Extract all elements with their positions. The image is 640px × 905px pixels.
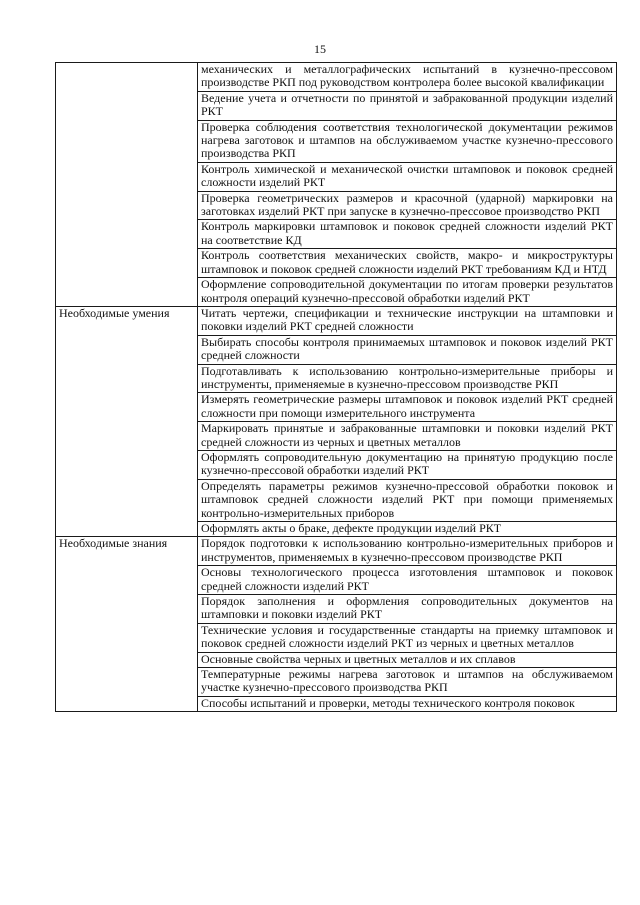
table-cell xyxy=(198,191,617,220)
cell-text: Ведение учета и отчетности по принятой и забракованной продукции изделий РКТ xyxy=(201,90,613,119)
cell-text: Контроль соответствия механических свойств, макро- и микроструктуры штамповок и поковок средней сложности изделий РКТ требованиям КД и НТД xyxy=(201,248,613,276)
cell-text: Контроль химической и механической очистки штамповок и поковок средней сложности изделий РКТ xyxy=(201,161,613,190)
cell-text: Основные свойства черных и цветных металлов и их сплавов xyxy=(201,651,516,666)
table-body xyxy=(56,63,617,712)
table-row xyxy=(56,306,617,335)
requirements-table xyxy=(55,62,617,712)
cell-text: Измерять геометрические размеры штамповок и поковок изделий РКТ средней сложности при помощи измерительного инструмента xyxy=(201,392,613,420)
cell-text: Температурные режимы нагрева заготовок и штампов на обслуживаемом участке кузнечно-прессового производства РКП xyxy=(201,667,613,695)
table-cell xyxy=(198,120,617,162)
table-row xyxy=(56,63,617,92)
page-number: 15 xyxy=(314,42,326,56)
row-group-label xyxy=(56,63,198,307)
table-cell xyxy=(198,335,617,364)
table-cell xyxy=(198,220,617,249)
table-cell xyxy=(198,696,617,711)
cell-text: механических и металлографических испытаний в кузнечно-прессовом производстве РКП под руководством контролера более высокой квалификации xyxy=(201,62,613,90)
cell-text: Основы технологического процесса изготовления штамповок и поковок средней сложности изделий РКТ xyxy=(201,565,613,593)
row-group-label: Необходимые умения xyxy=(56,306,198,537)
cell-text: Определять параметры режимов кузнечно-прессовой обработки поковок и штамповок средней сложности изделий РКТ при помощи применяемых контрольно-измерительных приборов xyxy=(201,478,613,520)
table-cell xyxy=(198,537,617,566)
table-cell xyxy=(198,63,617,92)
cell-text: Маркировать принятые и забракованные штамповки и поковки изделий РКТ средней сложности из черных и цветных металлов xyxy=(201,421,613,449)
row-group-label: Необходимые знания xyxy=(56,537,198,712)
cell-text: Оформлять акты о браке, дефекте продукции изделий РКТ xyxy=(201,521,502,535)
table-cell xyxy=(198,479,617,521)
cell-text: Оформление сопроводительной документации по итогам проверки результатов контроля операций кузнечно-прессовой обработки изделий РКТ xyxy=(201,277,613,305)
cell-text: Подготавливать к использованию контрольно-измерительные приборы и инструменты, применяемые в кузнечно-прессовом производстве РКП xyxy=(201,363,613,391)
cell-text: Технические условия и государственные стандарты на приемку штамповок и поковок средней сложности изделий РКТ из черных и цветных металлов xyxy=(201,622,613,651)
cell-text: Проверка геометрических размеров и красочной (ударной) маркировки на заготовках изделий РКТ при запуске в кузнечно-прессовое производство РКП xyxy=(201,190,613,219)
table-cell xyxy=(198,652,617,667)
table-cell xyxy=(198,522,617,537)
table-cell xyxy=(198,306,617,335)
table-cell xyxy=(198,91,617,120)
table-cell xyxy=(198,249,617,278)
table-cell xyxy=(198,364,617,393)
cell-text: Порядок подготовки к использованию контрольно-измерительных приборов и инструментов, применяемых в кузнечно-прессовом производстве РКП xyxy=(201,536,613,564)
cell-text: Оформлять сопроводительную документацию на принятую продукцию после кузнечно-прессовой обработки изделий РКТ xyxy=(201,449,613,478)
table-cell xyxy=(198,278,617,307)
cell-text: Контроль маркировки штамповок и поковок средней сложности изделий РКТ на соответствие КД xyxy=(201,219,613,247)
table-cell xyxy=(198,450,617,479)
cell-text: Порядок заполнения и оформления сопроводительных документов на штамповки и поковки изделий РКТ xyxy=(201,594,613,622)
cell-text: Выбирать способы контроля принимаемых штамповок и поковок изделий РКТ средней сложности xyxy=(201,334,613,363)
table-cell xyxy=(198,566,617,595)
table-cell xyxy=(198,393,617,422)
table-cell xyxy=(198,595,617,624)
table-cell xyxy=(198,162,617,191)
table-row xyxy=(56,537,617,566)
table-cell xyxy=(198,623,617,652)
table-cell xyxy=(198,668,617,697)
cell-text: Проверка соблюдения соответствия технологической документации режимов нагрева заготовок и штампов на обслуживаемом участке кузнечно-прессового производства РКП xyxy=(201,119,613,161)
cell-text: Способы испытаний и проверки, методы технического контроля поковок xyxy=(201,695,575,710)
cell-text: Читать чертежи, спецификации и технические инструкции на штамповки и поковки изделий РКТ средней сложности xyxy=(201,305,613,334)
table-cell xyxy=(198,422,617,451)
